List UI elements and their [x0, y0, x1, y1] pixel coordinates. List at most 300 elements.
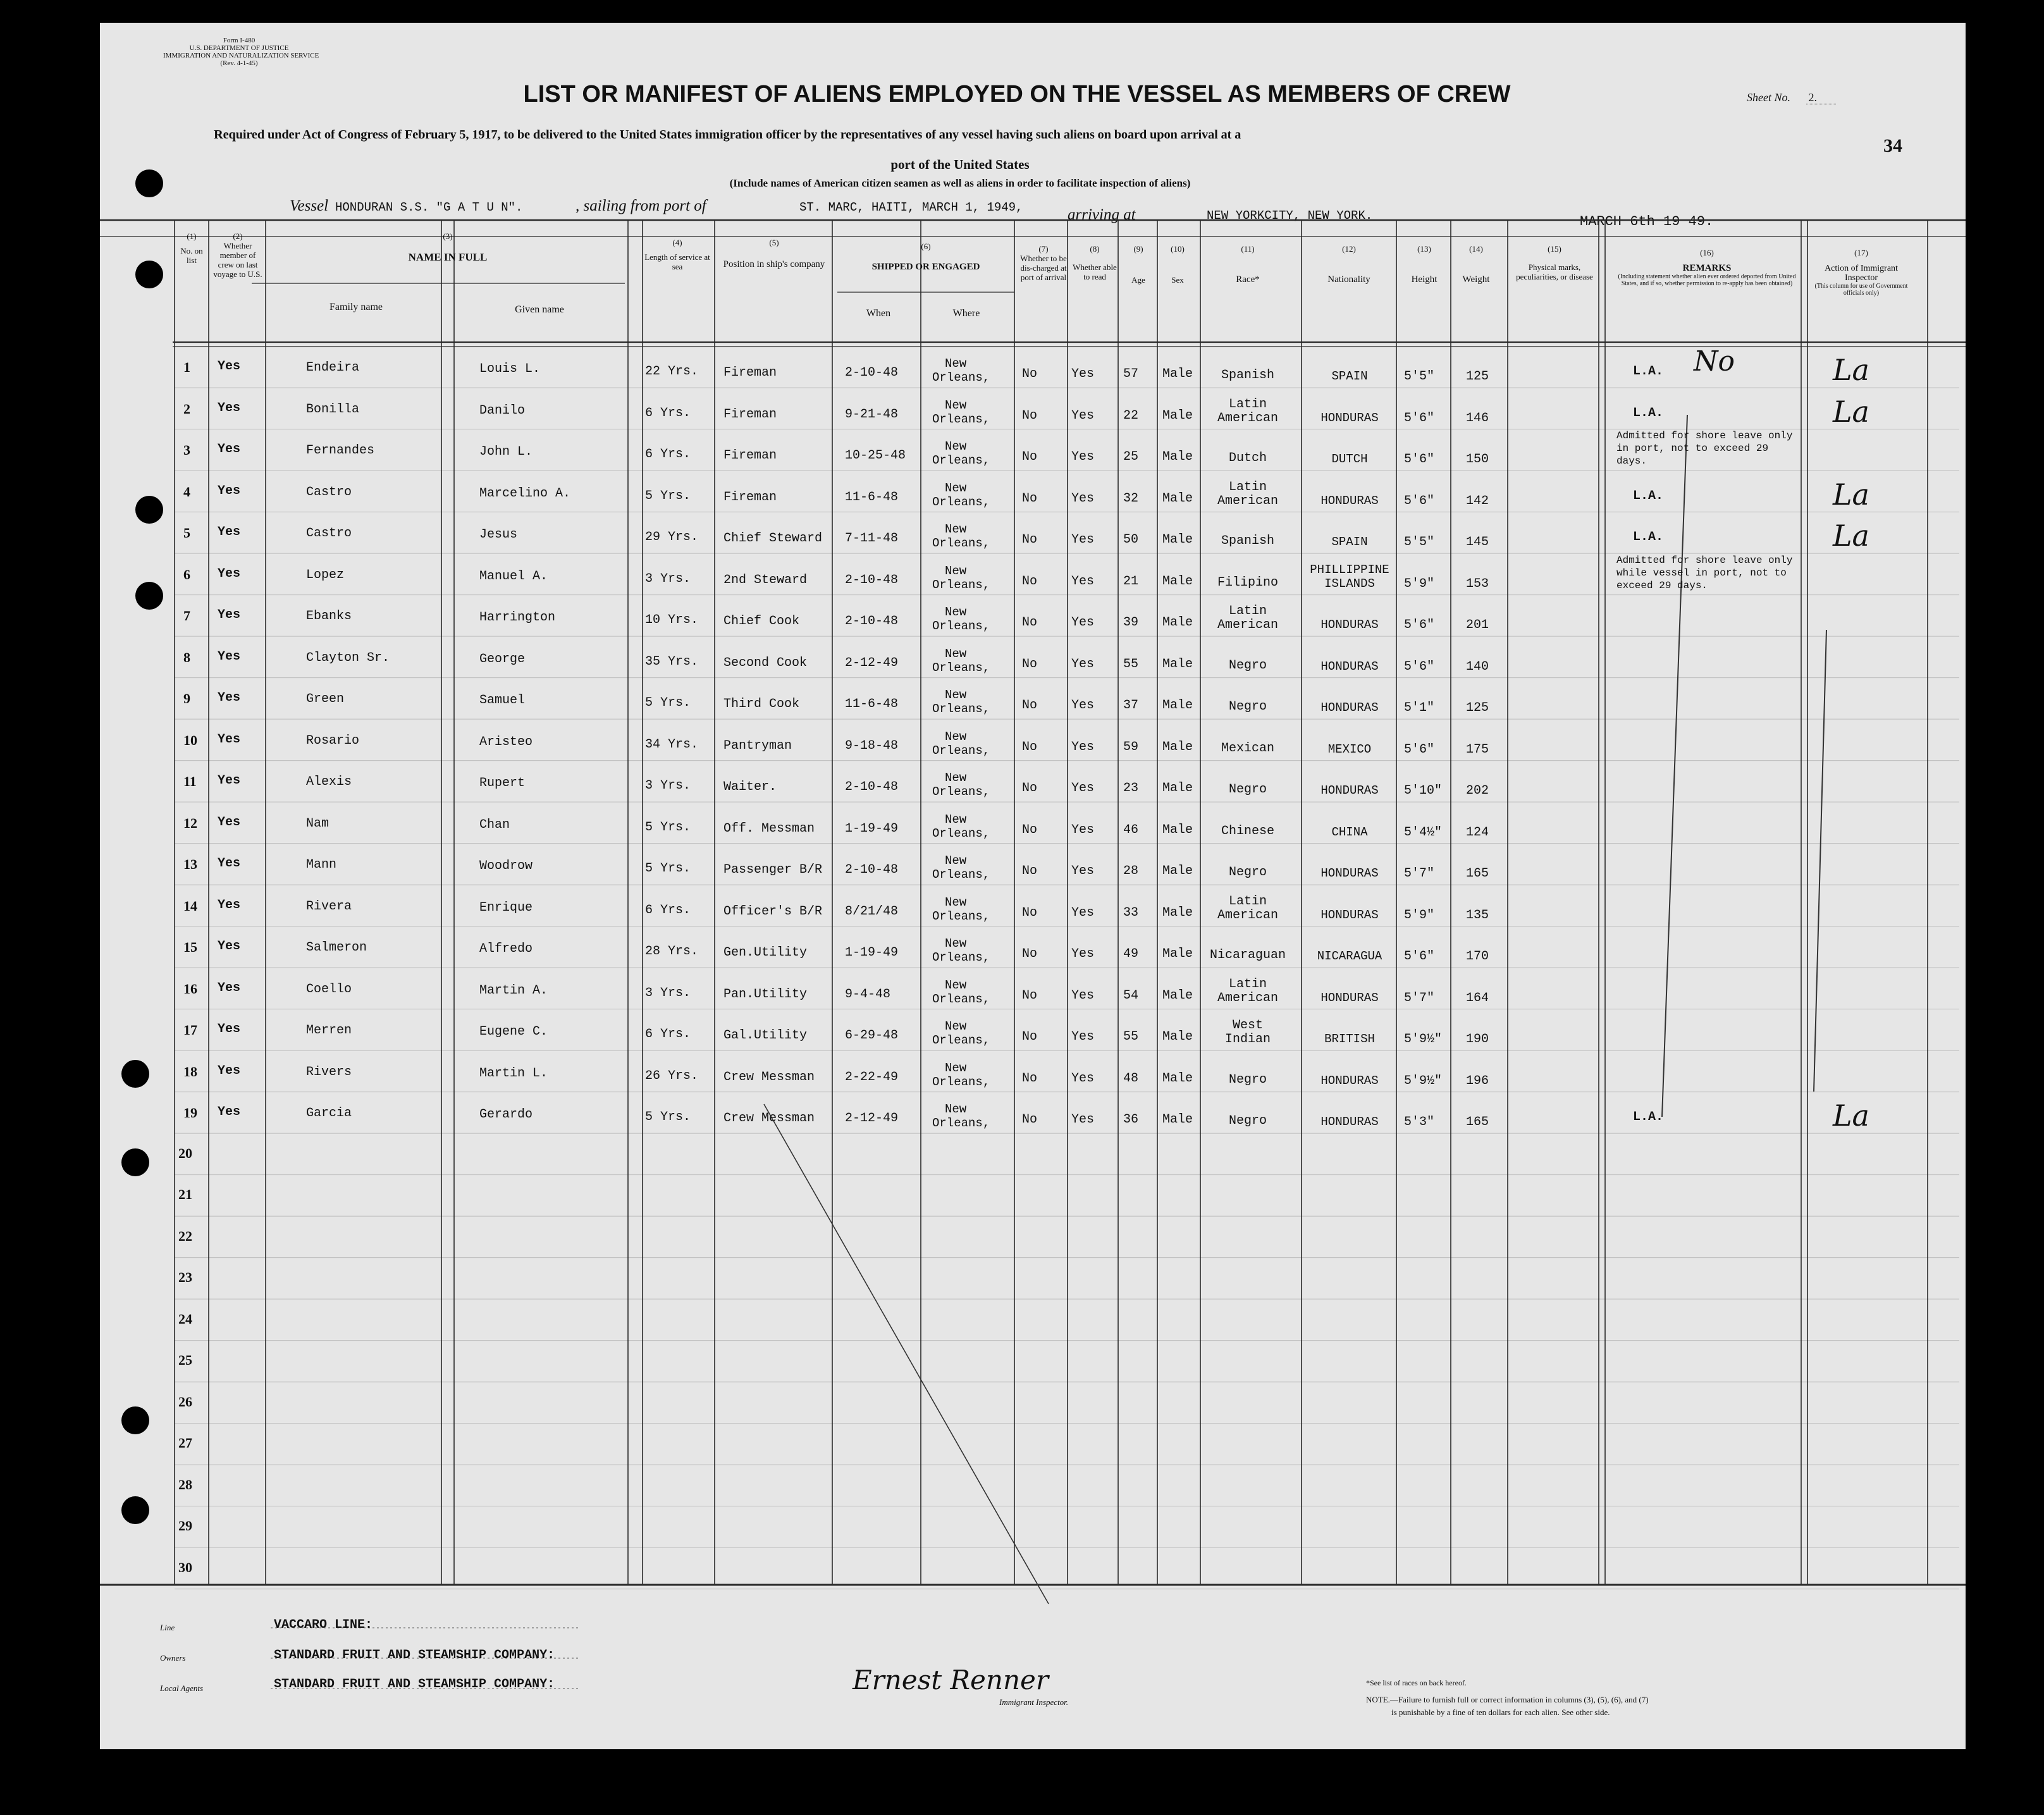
- page-number: 34: [1883, 135, 1902, 156]
- race: Spanish: [1221, 368, 1274, 383]
- shipped-where: New: [945, 1019, 967, 1033]
- race: Negro: [1228, 1072, 1267, 1087]
- nationality: DUTCH: [1331, 452, 1368, 466]
- sex: Male: [1162, 491, 1193, 506]
- race: American: [1217, 908, 1278, 923]
- position: Third Cook: [723, 697, 800, 711]
- given-name: Alfredo: [479, 942, 533, 956]
- nationality: HONDURAS: [1321, 784, 1379, 797]
- shipped-where: New: [945, 729, 967, 744]
- col7-title: Whether to be dis-charged at port of arrival: [1020, 254, 1067, 282]
- position: Gal.Utility: [723, 1028, 808, 1043]
- shipped-where: Orleans,: [932, 1033, 990, 1047]
- shipped-when: 10-25-48: [845, 448, 906, 463]
- agents-label: Local Agents: [160, 1683, 204, 1693]
- row-number: 4: [183, 483, 190, 500]
- arriving-at: NEW YORKCITY, NEW YORK.: [1207, 209, 1373, 223]
- col8-number: (8): [1090, 244, 1100, 254]
- age: 22: [1123, 408, 1139, 423]
- discharged: No: [1022, 615, 1038, 630]
- weight: 175: [1466, 742, 1489, 757]
- header-col6: [837, 242, 1014, 272]
- age: 46: [1123, 822, 1139, 837]
- race: Dutch: [1228, 451, 1267, 465]
- cancel-slash-line: [764, 1104, 1049, 1604]
- shipped-where: New: [945, 605, 967, 619]
- weight: 153: [1466, 576, 1489, 591]
- shipped-when: 2-12-49: [845, 1111, 899, 1126]
- race: American: [1217, 618, 1278, 632]
- position: Fireman: [723, 407, 777, 422]
- shipped-when: 9-21-48: [845, 407, 899, 422]
- remark-text: Admitted for shore leave only in port, not to exceed 29 days.: [1616, 430, 1793, 467]
- remark-text: L.A.: [1633, 530, 1664, 544]
- shipped-where: New: [945, 398, 967, 412]
- header-where: Where: [952, 308, 980, 319]
- last-voyage: Yes: [218, 566, 241, 581]
- nationality: HONDURAS: [1321, 618, 1379, 632]
- row-number: 14: [183, 897, 197, 914]
- vessel-name: HONDURAN S.S. "G A T U N".: [335, 200, 523, 214]
- sex: Male: [1162, 905, 1193, 920]
- row-number: 25: [178, 1352, 192, 1368]
- col17-number: (17): [1854, 248, 1868, 257]
- last-voyage: Yes: [218, 1105, 241, 1119]
- shipped-when: 6-29-48: [845, 1028, 899, 1043]
- can-read: Yes: [1071, 864, 1095, 878]
- row-number: 19: [183, 1105, 197, 1121]
- col14-number: (14): [1469, 244, 1483, 254]
- position: Chief Cook: [723, 614, 800, 629]
- sheet-number: 2.: [1806, 91, 1837, 104]
- height: 5'7": [1404, 990, 1435, 1006]
- age: 55: [1123, 1030, 1139, 1044]
- shipped-where: Orleans,: [932, 371, 990, 385]
- can-read: Yes: [1071, 1112, 1095, 1127]
- discharged: No: [1022, 574, 1038, 589]
- service-length: 5 Yrs.: [645, 820, 691, 835]
- service-length: 34 Yrs.: [645, 737, 699, 752]
- shipped-when: 8/21/48: [845, 904, 899, 919]
- height: 5'6": [1404, 452, 1435, 467]
- weight: 125: [1466, 701, 1489, 715]
- manifest-sheet: [100, 23, 1966, 1749]
- header-col13: [1399, 244, 1450, 285]
- nationality: BRITISH: [1324, 1032, 1375, 1046]
- service-length: 3 Yrs.: [645, 571, 691, 586]
- header-col11: [1200, 244, 1295, 285]
- last-voyage: Yes: [218, 483, 241, 498]
- can-read: Yes: [1071, 947, 1095, 961]
- position: Crew Messman: [723, 1069, 815, 1085]
- shipped-where: New: [945, 1061, 967, 1075]
- can-read: Yes: [1071, 698, 1095, 713]
- last-voyage: Yes: [218, 442, 241, 457]
- header-col1: [176, 231, 207, 265]
- can-read: Yes: [1071, 408, 1095, 423]
- position: Pantryman: [723, 738, 792, 753]
- family-name: Rivera: [306, 899, 352, 914]
- row-number: 15: [183, 939, 197, 955]
- header-col7: [1018, 244, 1069, 282]
- age: 33: [1123, 905, 1139, 920]
- shipped-where: Orleans,: [932, 619, 990, 633]
- given-name: Aristeo: [479, 734, 533, 749]
- col15-title: Physical marks, peculiarities, or disease: [1516, 262, 1593, 281]
- shipped-where: Orleans,: [932, 702, 990, 716]
- form-revision: (Rev. 4-1-45): [220, 59, 258, 67]
- age: 48: [1123, 1071, 1139, 1086]
- col13-title: Height: [1411, 274, 1438, 285]
- shipped-when: 2-10-48: [845, 572, 899, 588]
- agents-value: STANDARD FRUIT AND STEAMSHIP COMPANY:: [274, 1677, 555, 1692]
- last-voyage: Yes: [218, 856, 241, 871]
- given-name: Gerardo: [479, 1107, 533, 1122]
- last-voyage: Yes: [218, 732, 241, 747]
- shipped-when: 7-11-48: [845, 531, 899, 546]
- given-name: Samuel: [479, 693, 526, 708]
- weight: 140: [1466, 659, 1489, 674]
- race: Latin: [1228, 894, 1267, 909]
- sex: Male: [1162, 1030, 1193, 1044]
- weight: 201: [1466, 618, 1489, 632]
- shipped-where: Orleans,: [932, 453, 990, 467]
- col4-number: (4): [672, 238, 682, 247]
- row-number: 29: [178, 1518, 192, 1534]
- col4-title: Length of service at sea: [644, 252, 710, 271]
- height: 5'5": [1404, 369, 1435, 384]
- shipped-when: 2-10-48: [845, 863, 899, 877]
- inspector-action-initials: La: [1833, 394, 1869, 429]
- row-number: 16: [183, 980, 197, 997]
- header-col9: [1121, 244, 1156, 285]
- position: Off. Messman: [723, 821, 815, 836]
- row-number: 10: [183, 732, 197, 748]
- can-read: Yes: [1071, 822, 1095, 837]
- ditto-line: [1814, 630, 1826, 1092]
- height: 5'6": [1404, 949, 1435, 964]
- height: 5'6": [1404, 493, 1435, 508]
- shipped-where: Orleans,: [932, 495, 990, 509]
- age: 37: [1123, 698, 1139, 713]
- service-length: 5 Yrs.: [645, 488, 691, 503]
- shipped-where: Orleans,: [932, 743, 990, 758]
- sex: Male: [1162, 656, 1193, 672]
- shipped-where: New: [945, 895, 967, 909]
- discharged: No: [1022, 1030, 1038, 1044]
- sex: Male: [1162, 1112, 1193, 1127]
- inspector-action-initials: La: [1833, 519, 1869, 553]
- service-length: 22 Yrs.: [645, 364, 699, 379]
- age: 23: [1123, 781, 1139, 796]
- nationality: NICARAGUA: [1317, 949, 1382, 963]
- family-name: Rivers: [306, 1064, 352, 1080]
- race: American: [1217, 493, 1278, 508]
- can-read: Yes: [1071, 739, 1095, 754]
- height: 5'5": [1404, 535, 1435, 550]
- nationality: HONDURAS: [1321, 701, 1379, 715]
- discharged: No: [1022, 1071, 1038, 1086]
- row-number: 17: [183, 1022, 197, 1038]
- row-number: 23: [178, 1269, 192, 1285]
- row-number: 7: [183, 608, 190, 624]
- discharged: No: [1022, 947, 1038, 961]
- col8-title: Whether able to read: [1073, 262, 1117, 281]
- shipped-when: 11-6-48: [845, 489, 899, 505]
- shipped-when: 11-6-48: [845, 697, 899, 711]
- owners-value: STANDARD FRUIT AND STEAMSHIP COMPANY:: [274, 1648, 555, 1663]
- col9-number: (9): [1133, 244, 1143, 254]
- weight: 196: [1466, 1073, 1489, 1088]
- service-length: 6 Yrs.: [645, 1027, 691, 1042]
- given-name: Chan: [479, 817, 510, 832]
- owners-label: Owners: [160, 1653, 186, 1663]
- nationality: HONDURAS: [1321, 1115, 1379, 1129]
- row-number: 27: [178, 1435, 192, 1451]
- col11-number: (11): [1241, 244, 1255, 254]
- can-read: Yes: [1071, 532, 1095, 547]
- given-name: Manuel A.: [479, 569, 548, 584]
- height: 5'9": [1404, 576, 1435, 591]
- shipped-where: Orleans,: [932, 785, 990, 799]
- race: Filipino: [1217, 575, 1278, 590]
- shipped-where: Orleans,: [932, 992, 990, 1006]
- given-name: John L.: [479, 445, 533, 459]
- sailing-label: , sailing from port of: [576, 197, 706, 214]
- family-name: Alexis: [306, 775, 352, 789]
- header-col15: [1508, 244, 1601, 281]
- age: 25: [1123, 450, 1139, 464]
- row-number: 3: [183, 442, 190, 458]
- inspector-label: Immigrant Inspector.: [999, 1697, 1069, 1707]
- given-name: Rupert: [479, 776, 526, 791]
- form-service: IMMIGRATION AND NATURALIZATION SERVICE: [163, 52, 319, 59]
- shipped-where: New: [945, 440, 967, 453]
- family-name: Green: [306, 692, 345, 706]
- service-length: 3 Yrs.: [645, 985, 691, 1000]
- position: Crew Messman: [723, 1111, 815, 1126]
- nationality: SPAIN: [1331, 535, 1368, 549]
- age: 55: [1123, 656, 1139, 672]
- service-length: 5 Yrs.: [645, 696, 691, 710]
- form-department: U.S. DEPARTMENT OF JUSTICE: [189, 44, 289, 52]
- height: 5'10": [1404, 784, 1443, 798]
- sex: Male: [1162, 781, 1193, 796]
- race: Negro: [1228, 658, 1267, 673]
- last-voyage: Yes: [218, 400, 241, 415]
- family-name: Garcia: [306, 1106, 352, 1121]
- shipped-where: New: [945, 771, 967, 785]
- family-name: Coello: [306, 981, 352, 997]
- given-name: Woodrow: [479, 859, 533, 873]
- sex: Male: [1162, 822, 1193, 837]
- height: 5'9": [1404, 908, 1435, 923]
- position: Fireman: [723, 366, 777, 380]
- sex: Male: [1162, 532, 1193, 547]
- subtitle-line-1: Required under Act of Congress of February 5, 1917, to be delivered to the United States immigration officer by the representatives of any vessel having such aliens on board upon arrival at a: [214, 128, 1241, 142]
- remark-text: L.A.: [1633, 1110, 1664, 1124]
- height: 5'9½": [1404, 1073, 1443, 1088]
- col17-title: Action of Immigrant Inspector: [1825, 264, 1898, 283]
- line-value: VACCARO LINE:: [274, 1618, 373, 1632]
- discharged: No: [1022, 450, 1038, 464]
- last-voyage: Yes: [218, 691, 241, 705]
- shipped-where: New: [945, 646, 967, 661]
- shipped-where: Orleans,: [932, 1116, 990, 1130]
- arriving-label: arriving at: [1068, 206, 1136, 223]
- family-name: Mann: [306, 858, 337, 872]
- row-number: 22: [178, 1227, 192, 1244]
- weight: 202: [1466, 784, 1489, 798]
- service-length: 35 Yrs.: [645, 654, 699, 669]
- given-name: Marcelino A.: [479, 486, 571, 501]
- height: 5'9½": [1404, 1032, 1443, 1047]
- col11-title: Race*: [1236, 274, 1260, 285]
- shipped-where: Orleans,: [932, 412, 990, 426]
- height: 5'1": [1404, 701, 1435, 715]
- discharged: No: [1022, 905, 1038, 920]
- race: Latin: [1228, 976, 1267, 992]
- shipped-where: New: [945, 978, 967, 992]
- given-name: Jesus: [479, 527, 518, 542]
- col16-title: REMARKS: [1682, 263, 1732, 273]
- last-voyage: Yes: [218, 773, 241, 788]
- race: Indian: [1224, 1032, 1271, 1047]
- can-read: Yes: [1071, 1071, 1095, 1086]
- shipped-when: 2-10-48: [845, 366, 899, 380]
- col17-subtitle: (This column for use of Government officials only): [1814, 283, 1908, 297]
- inspector-action-initials: La: [1833, 353, 1869, 387]
- can-read: Yes: [1071, 574, 1095, 589]
- service-length: 5 Yrs.: [645, 1110, 691, 1124]
- last-voyage: Yes: [218, 815, 241, 830]
- discharged: No: [1022, 988, 1038, 1003]
- age: 32: [1123, 491, 1139, 506]
- row-number: 12: [183, 815, 197, 831]
- nationality: PHILLIPPINE: [1310, 562, 1389, 577]
- race: Latin: [1228, 479, 1267, 495]
- row-number: 5: [183, 525, 190, 541]
- shipped-when: 2-12-49: [845, 655, 899, 670]
- discharged: No: [1022, 822, 1038, 837]
- race: Nicaraguan: [1209, 948, 1286, 963]
- remark-text: L.A.: [1633, 405, 1664, 421]
- family-name: Lopez: [306, 567, 345, 582]
- page-title: LIST OR MANIFEST OF ALIENS EMPLOYED ON THE VESSEL AS MEMBERS OF CREW: [523, 81, 1511, 108]
- nationality: HONDURAS: [1321, 866, 1379, 880]
- service-length: 6 Yrs.: [645, 447, 691, 462]
- age: 21: [1123, 574, 1139, 589]
- col2-title: Whether member of crew on last voyage to U.S.: [213, 241, 262, 279]
- position: Officer's B/R: [723, 904, 823, 919]
- col16-number: (16): [1700, 248, 1714, 257]
- weight: 164: [1466, 990, 1489, 1006]
- col3-title: NAME IN FULL: [408, 251, 488, 263]
- weight: 150: [1466, 452, 1489, 467]
- family-name: Rosario: [306, 733, 360, 748]
- shipped-where: Orleans,: [932, 826, 990, 840]
- family-name: Fernandes: [306, 443, 375, 458]
- last-voyage: Yes: [218, 980, 241, 995]
- discharged: No: [1022, 698, 1038, 713]
- row-number: 26: [178, 1393, 192, 1410]
- nationality: HONDURAS: [1321, 410, 1379, 425]
- age: 39: [1123, 615, 1139, 630]
- col15-number: (15): [1548, 244, 1561, 254]
- age: 50: [1123, 532, 1139, 547]
- shipped-where: New: [945, 357, 967, 371]
- inspector-signature: Ernest Renner: [853, 1664, 1049, 1695]
- ditto-line: [1662, 415, 1687, 1117]
- row-number: 9: [183, 691, 190, 706]
- header-col3: [271, 231, 625, 262]
- position: Fireman: [723, 489, 777, 505]
- weight: 124: [1466, 825, 1489, 840]
- last-voyage: Yes: [218, 939, 241, 954]
- shipped-where: Orleans,: [932, 660, 990, 675]
- race: American: [1217, 410, 1278, 426]
- col9-title: Age: [1131, 275, 1145, 285]
- family-name: Nam: [306, 816, 329, 831]
- age: 28: [1123, 864, 1139, 878]
- sex: Male: [1162, 1071, 1193, 1086]
- subtitle-line-3: (Include names of American citizen seamen as well as aliens in order to facilitate inspection of aliens): [729, 177, 1191, 189]
- vessel-label: Vessel: [290, 197, 329, 214]
- height: 5'7": [1404, 866, 1435, 881]
- family-name: Ebanks: [306, 609, 352, 624]
- shipped-where: Orleans,: [932, 951, 990, 964]
- row-number: 18: [183, 1063, 197, 1080]
- shipped-where: New: [945, 812, 967, 827]
- race: Latin: [1228, 397, 1267, 412]
- race: Latin: [1228, 604, 1267, 618]
- col6-title: SHIPPED OR ENGAGED: [871, 262, 980, 272]
- last-voyage: Yes: [218, 1022, 241, 1037]
- shipped-where: New: [945, 688, 967, 702]
- height: 5'3": [1404, 1115, 1435, 1129]
- row-number: 13: [183, 856, 197, 872]
- row-number: 8: [183, 649, 190, 665]
- discharged: No: [1022, 739, 1038, 754]
- service-length: 6 Yrs.: [645, 405, 691, 421]
- shipped-where: Orleans,: [932, 868, 990, 882]
- height: 5'6": [1404, 410, 1435, 426]
- height: 5'6": [1404, 659, 1435, 674]
- service-length: 10 Yrs.: [645, 613, 699, 627]
- sex: Male: [1162, 988, 1193, 1003]
- col16-subtitle: (Including statement whether alien ever ordered deported from United States, and if so, whether permission to re-apply has been obtained): [1618, 273, 1796, 287]
- given-name: Eugene C.: [479, 1024, 548, 1039]
- sex: Male: [1162, 450, 1193, 464]
- sex: Male: [1162, 574, 1193, 589]
- can-read: Yes: [1071, 491, 1095, 506]
- nationality: ISLANDS: [1324, 576, 1375, 591]
- header-col17: [1807, 248, 1915, 297]
- sex: Male: [1162, 367, 1193, 381]
- remark-text: Admitted for shore leave only while vessel in port, not to exceed 29 days.: [1616, 554, 1793, 591]
- sheet-label: Sheet No.: [1747, 91, 1790, 104]
- given-name: Martin L.: [479, 1066, 548, 1081]
- row-number: 11: [183, 773, 197, 789]
- given-name: Enrique: [479, 900, 533, 915]
- given-name: George: [479, 651, 526, 667]
- remark-text: L.A.: [1633, 364, 1664, 379]
- header-col16: [1615, 248, 1799, 287]
- sailing-from: ST. MARC, HAITI, MARCH 1, 1949,: [799, 200, 1023, 214]
- last-voyage: Yes: [218, 897, 241, 913]
- race: American: [1217, 990, 1278, 1006]
- shipped-when: 9-4-48: [845, 987, 891, 1002]
